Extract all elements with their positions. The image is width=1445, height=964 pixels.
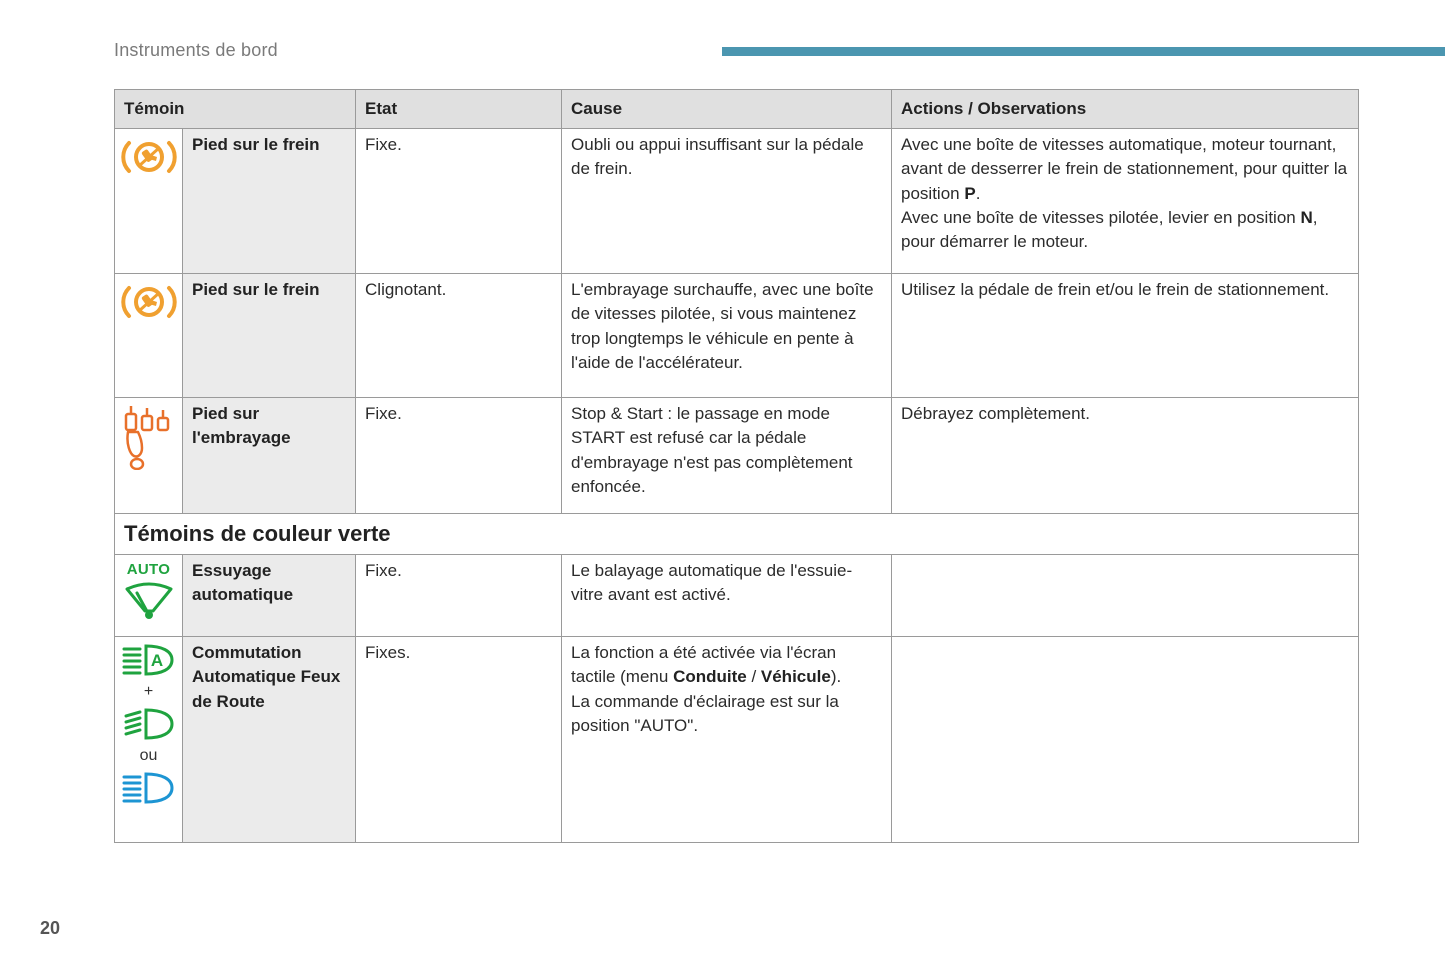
warning-lights-table [114,89,1359,843]
column-header-cause: Cause [562,90,892,129]
warning-name: Commutation Automatique Feux de Route [183,637,356,843]
warning-state: Fixe. [356,555,562,637]
warning-cause: Oubli ou appui insuffisant sur la pédale de frein. [562,129,892,274]
auto-label: AUTO [126,561,171,578]
page-number: 20 [40,918,61,938]
table-row [115,274,1359,398]
dipped-beam-icon [122,707,176,741]
warning-cause: Le balayage automatique de l'essuie-vitre avant est activé. [562,555,892,637]
warning-actions: Avec une boîte de vitesses automatique, moteur tournant, avant de desserrer le frein de stationnement, pour quitter la position P. Avec une boîte de vitesses pilotée, levier en position N, pour démarrer le moteur. [892,129,1359,274]
brake-pedal-warning-icon [119,280,179,324]
high-beam-icon [122,771,176,805]
warning-state: Fixes. [356,637,562,843]
column-header-temoin: Témoin [115,90,356,129]
warning-actions [892,637,1359,843]
icon-cell [115,129,183,274]
warning-name: Essuyage automatique [183,555,356,637]
auto-high-beam-icon [122,643,176,677]
plus-sign: + [143,683,154,700]
table-row [115,555,1359,637]
table-row [115,129,1359,274]
section-title: Témoins de couleur verte [115,514,1359,555]
warning-state: Fixe. [356,398,562,514]
svg-text:A: A [150,651,163,670]
column-header-actions: Actions / Observations [892,90,1359,129]
table-header-row [115,90,1359,129]
table-row [115,637,1359,843]
warning-state: Fixe. [356,129,562,274]
brake-pedal-warning-icon [119,135,179,179]
warning-state: Clignotant. [356,274,562,398]
icon-cell [115,398,183,514]
icon-cell [115,555,183,637]
warning-actions: Débrayez complètement. [892,398,1359,514]
warning-cause: Stop & Start : le passage en mode START est refusé car la pédale d'embrayage n'est pas complètement enfoncée. [562,398,892,514]
running-header: Instruments de bord [114,40,278,60]
warning-cause: La fonction a été activée via l'écran tactile (menu Conduite / Véhicule). La commande d'éclairage est sur la position "AUTO". [562,637,892,843]
warning-actions: Utilisez la pédale de frein et/ou le frein de stationnement. [892,274,1359,398]
table-row [115,398,1359,514]
warning-name: Pied sur le frein [183,274,356,398]
warning-actions [892,555,1359,637]
or-text: ou [139,747,158,764]
clutch-pedal-icon [122,404,176,470]
section-row [115,514,1359,555]
warning-cause: L'embrayage surchauffe, avec une boîte de vitesses pilotée, si vous maintenez trop longtemps le véhicule en pente à l'aide de l'accélérateur. [562,274,892,398]
header-accent-bar [722,47,1445,56]
warning-name: Pied sur le frein [183,129,356,274]
icon-cell [115,274,183,398]
icon-cell [115,637,183,843]
auto-wiper-icon [123,579,175,619]
warning-name: Pied sur l'embrayage [183,398,356,514]
column-header-etat: Etat [356,90,562,129]
